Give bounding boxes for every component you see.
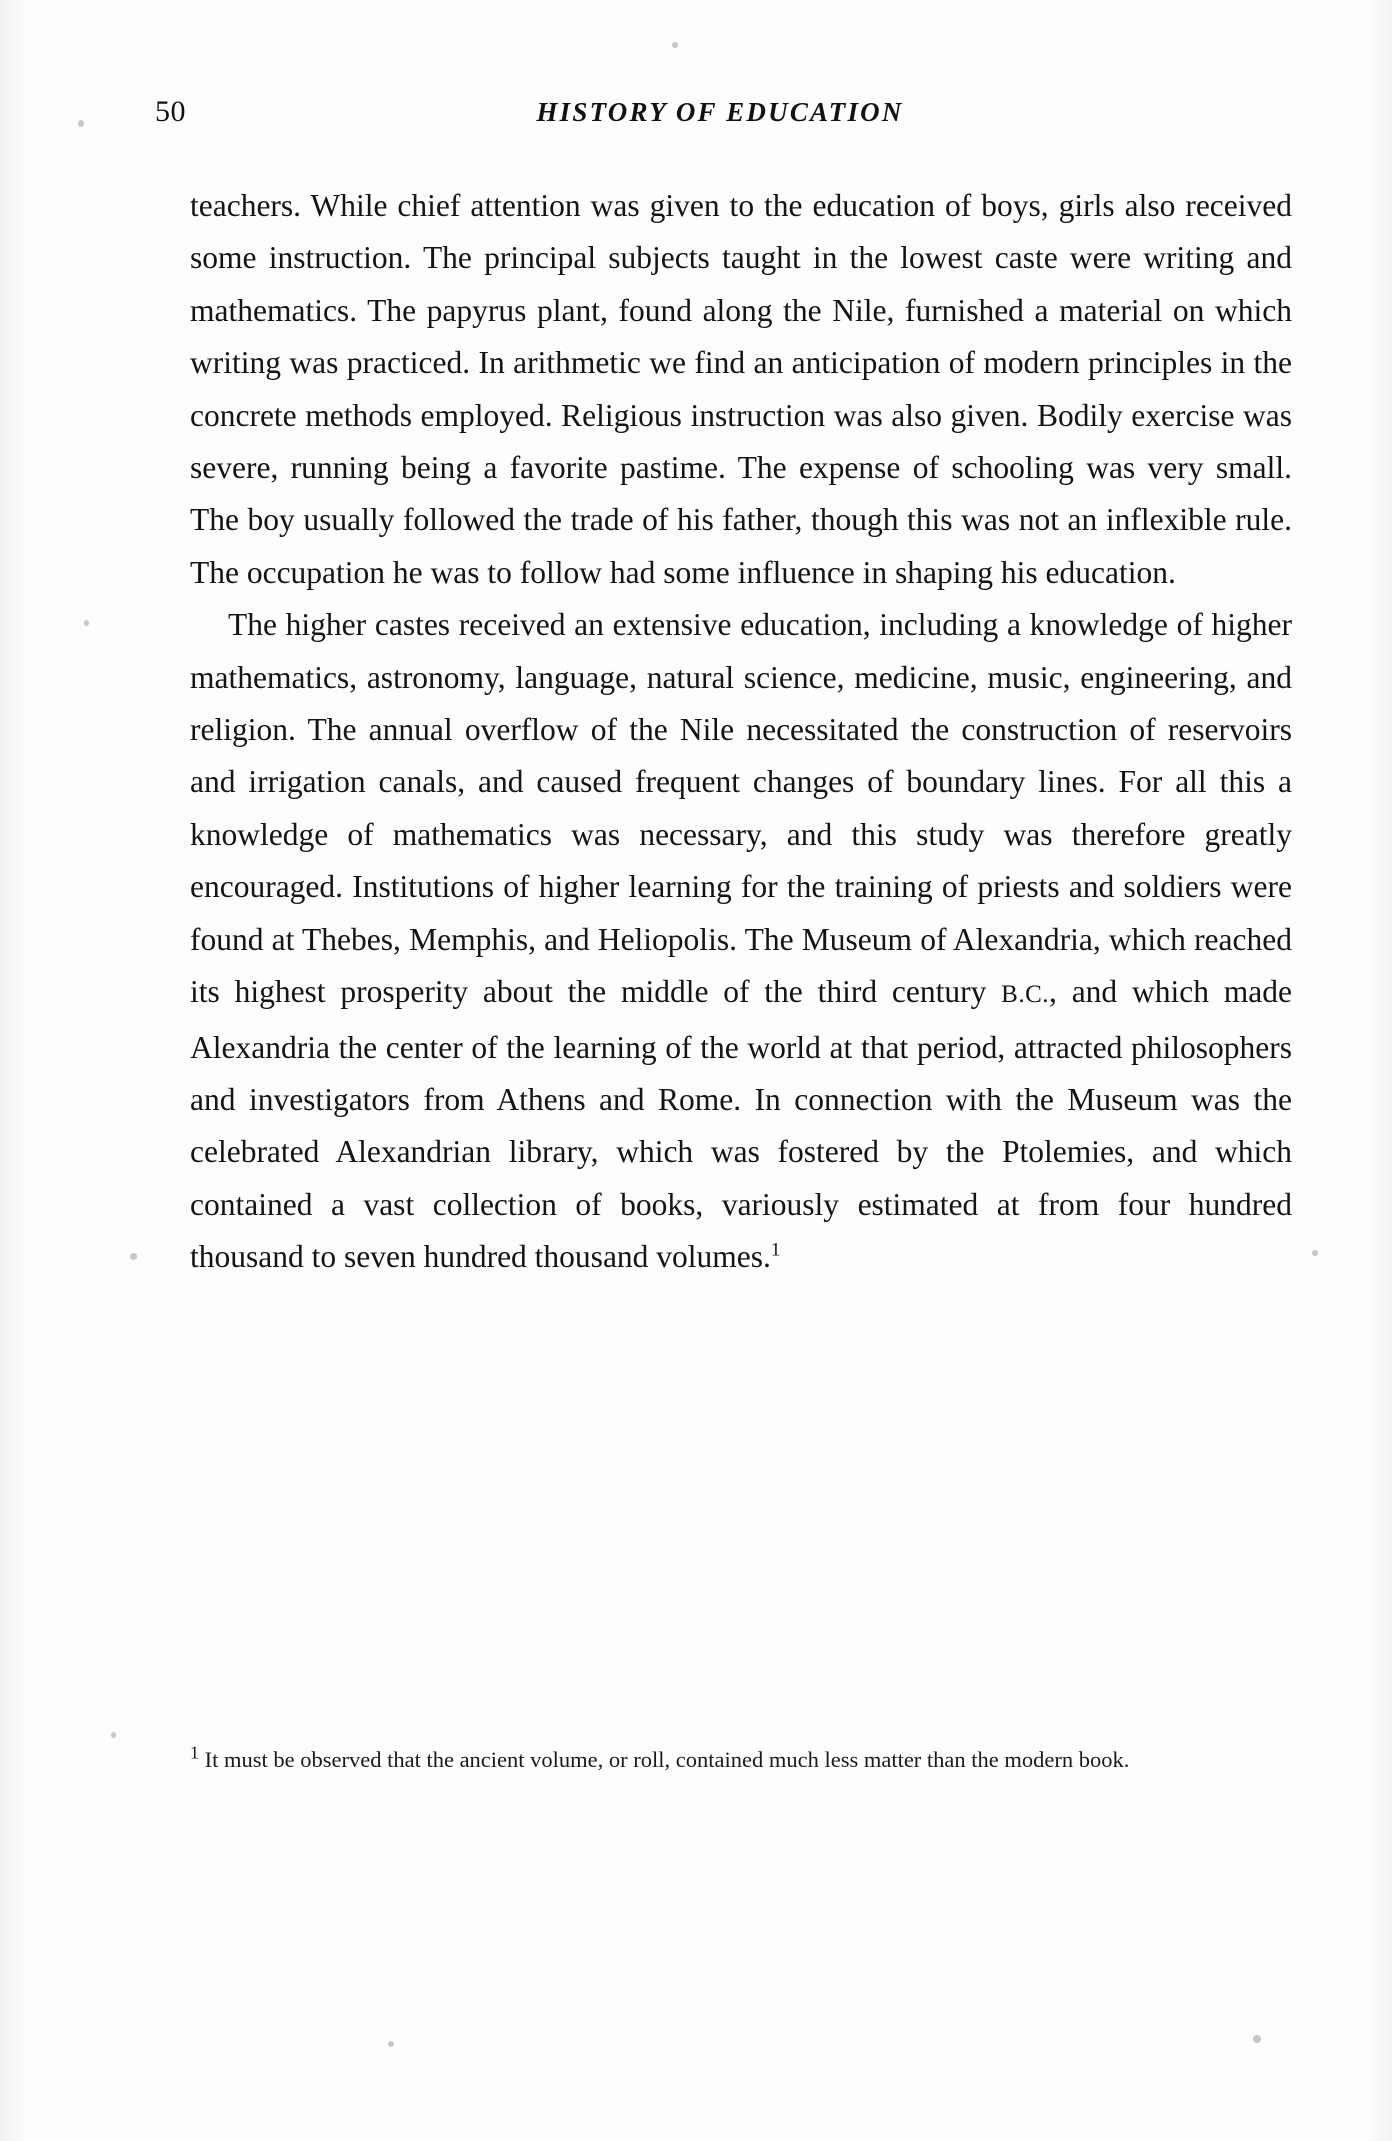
page-left-edge-shading (0, 0, 26, 2141)
small-caps-bc: B.C. (1001, 981, 1050, 1009)
body-text (190, 180, 1292, 1284)
running-head: HISTORY OF EDUCATION (536, 97, 904, 127)
paragraph-2 (190, 599, 1292, 1283)
paragraph-2-part-1: The higher castes received an extensive education, including a knowledge of higher mathematics, astronomy, language, natural science, medicine, music, engineering, and religion. The annual overflow of the Nile necessitated the construction of reservoirs and irrigation canals, and caused frequent changes of boundary lines. For all this a knowledge of mathematics was necessary, and this study was therefore greatly encouraged. Institutions of higher learning for the training of priests and soldiers were found at Thebes, Memphis, and Heliopolis. The Museum of Alexandria, which reached its highest prosperity about the middle of the third century (190, 607, 1292, 1010)
footnote-reference: 1 (770, 1239, 781, 1261)
scan-speck (1253, 2035, 1261, 2043)
footnote-text: It must be observed that the ancient volume, or roll, contained much less matter than the modern book. (199, 1747, 1130, 1772)
footnote-marker: 1 (190, 1742, 199, 1763)
paragraph-1: teachers. While chief attention was given to the education of boys, girls also received some instruction. The principal subjects taught in the lowest caste were writing and mathematics. The papyrus plant, found along the Nile, furnished a material on which writing was practiced. In arithmetic we find an anticipation of modern principles in the concrete methods employed. Religious instruction was also given. Bodily exercise was severe, running being a favorite pastime. The expense of schooling was very small. The boy usually followed the trade of his father, though this was not an inflexible rule. The occupation he was to follow had some influence in shaping his education. (190, 188, 1292, 590)
footnote-block (190, 1742, 1292, 1778)
scan-speck (1312, 1250, 1318, 1256)
scan-speck (672, 42, 678, 48)
page-right-edge-shading (1366, 0, 1392, 2141)
paragraph-2-part-2: , and which made Alexandria the center of the learning of the world at that period, attracted philosophers and investigators from Athens and Rome. In connection with the Museum was the celebrated Alexandrian library, which was fostered by the Ptolemies, and which contained a vast collection of books, variously estimated at from four hundred thousand to seven hundred thousand volumes. (190, 974, 1292, 1275)
scan-speck (130, 1253, 137, 1260)
scan-speck (84, 620, 89, 626)
scan-speck (388, 2041, 394, 2047)
page-number: 50 (155, 95, 186, 128)
page-header (155, 95, 1285, 135)
scan-speck (111, 1732, 116, 1738)
scan-speck (78, 120, 84, 127)
